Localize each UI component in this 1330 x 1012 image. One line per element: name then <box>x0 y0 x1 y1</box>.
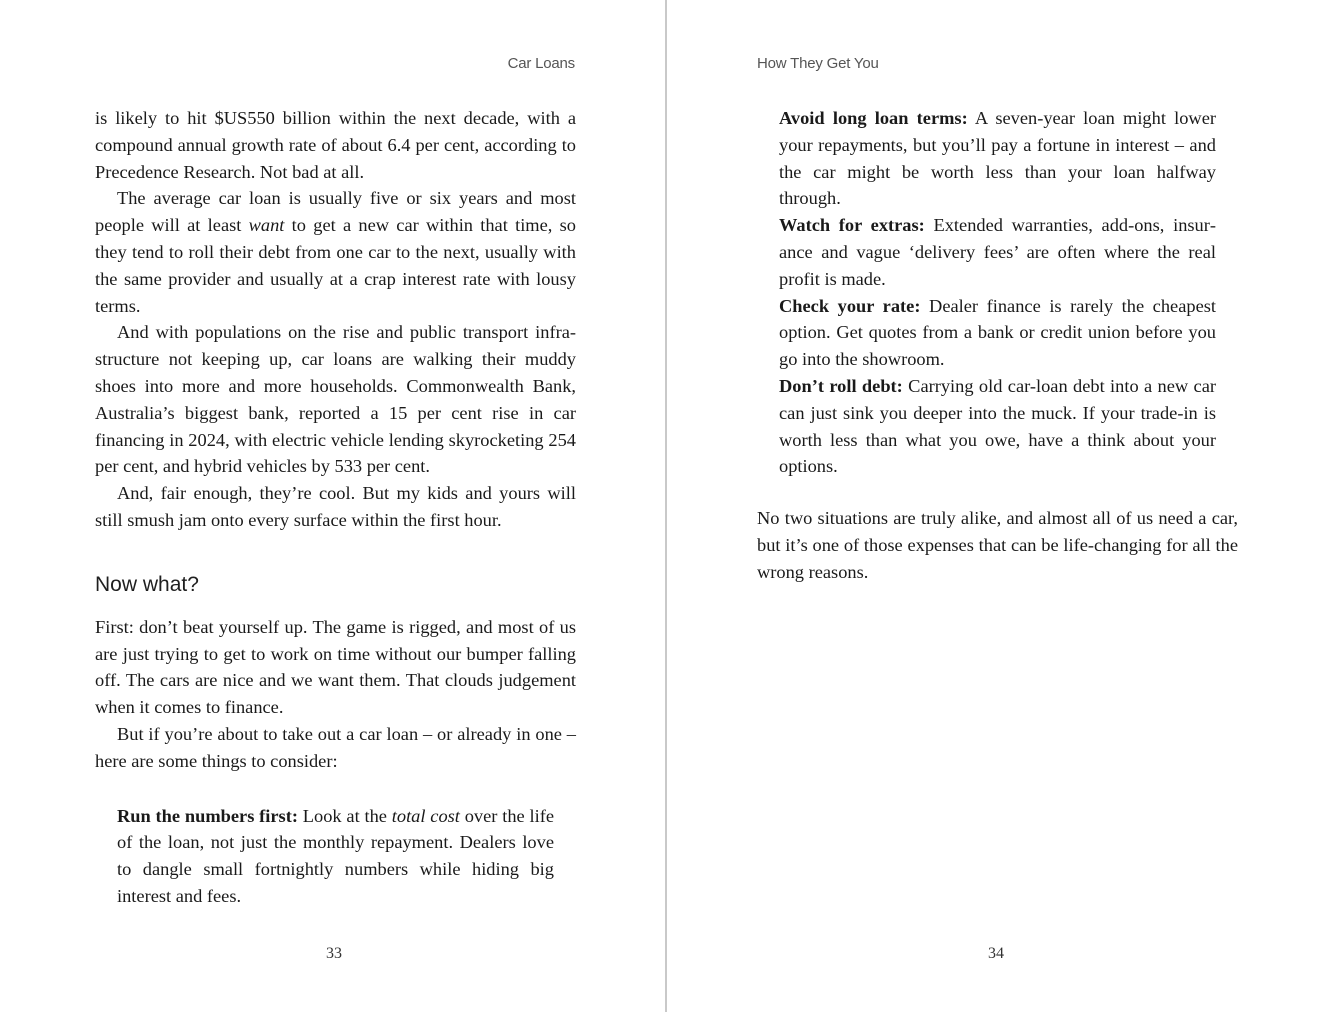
tip-list <box>757 105 1238 480</box>
tip-text: Dealer finance is rarely the cheapest option. Get quotes from a bank or credit union before you go into the showroom. <box>779 295 1216 370</box>
tip-label: Avoid long loan terms: <box>779 108 968 128</box>
tip-text: A seven-year loan might lower your repayments, but you’ll pay a fortune in interest – and the car might be worth less than your loan halfway through. <box>779 108 1216 209</box>
tip-item <box>779 212 1216 292</box>
tip-label: Run the numbers first: <box>117 805 298 826</box>
right-page <box>667 0 1330 1012</box>
paragraph: And with populations on the rise and public transport infrastructure not keeping up, car loans are walking their muddy shoes into more and more households. Commonwealth Bank, Australia’s biggest bank, reported a 15 per cent rise in car financing in 2024, with electric vehicle lending skyrocketing 254 per cent, and hybrid vehicles by 533 per cent. <box>95 322 576 477</box>
tip-item <box>779 293 1216 373</box>
paragraph: First: don’t beat yourself up. The game is rigged, and most of us are just trying to get to work on time without our bumper falling off. The cars are nice and we want them. That clouds judgement when it comes to finance. <box>95 616 576 718</box>
page-number: 34 <box>988 945 1004 962</box>
running-head-right: How They Get You <box>757 55 879 72</box>
left-page-body <box>95 105 576 910</box>
text-run: The average car loan is usually five or six years and most people will at least <box>95 188 576 236</box>
paragraph: is likely to hit $US550 billion within the next decade, with a compound annual growth rate of about 6.4 per cent, according to Precedence Research. Not bad at all. <box>95 108 576 182</box>
tip-item <box>779 373 1216 480</box>
tip-label: Check your rate: <box>779 295 921 316</box>
tip-text: Carrying old car-loan debt into a new car can just sink you deeper into the muck. If your trade-in is worth less than what you owe, have a think about your options. <box>779 375 1217 477</box>
text-run: to get a new car within that time, so they tend to roll their debt from one car to the next, usually with the same provider and usually at a crap interest rate with lousy terms. <box>95 215 576 316</box>
tip-text: Extended warranties, add-ons, insurance and vague ‘delivery fees’ are often where the real profit is made. <box>779 215 1216 289</box>
tip-label: Watch for extras: <box>779 215 925 236</box>
tip-label: Don’t roll debt: <box>779 375 903 396</box>
section-heading: Now what? <box>95 572 199 596</box>
page-number: 33 <box>326 945 342 962</box>
right-page-body <box>757 105 1238 586</box>
text-run: over the life of the loan, not just the monthly repayment. Dealers love to dangle small fortnightly numbers while hiding big interest and fees. <box>117 805 554 906</box>
paragraph <box>95 185 576 319</box>
emphasis: total cost <box>391 805 460 826</box>
tip-item <box>779 105 1216 212</box>
tip-list <box>95 803 576 910</box>
paragraph: And, fair enough, they’re cool. But my kids and yours will still smush jam onto every surface within the first hour. <box>95 483 576 530</box>
emphasis: want <box>248 215 285 236</box>
running-head-left: Car Loans <box>507 55 575 72</box>
paragraph: But if you’re about to take out a car loan – or already in one – here are some things to consider: <box>95 723 576 771</box>
text-run: Look at the <box>297 805 392 826</box>
closing-paragraph: No two situations are truly alike, and almost all of us need a car, but it’s one of those expenses that can be life-changing for all the wrong reasons. <box>757 508 1238 582</box>
tip-item <box>117 803 554 910</box>
